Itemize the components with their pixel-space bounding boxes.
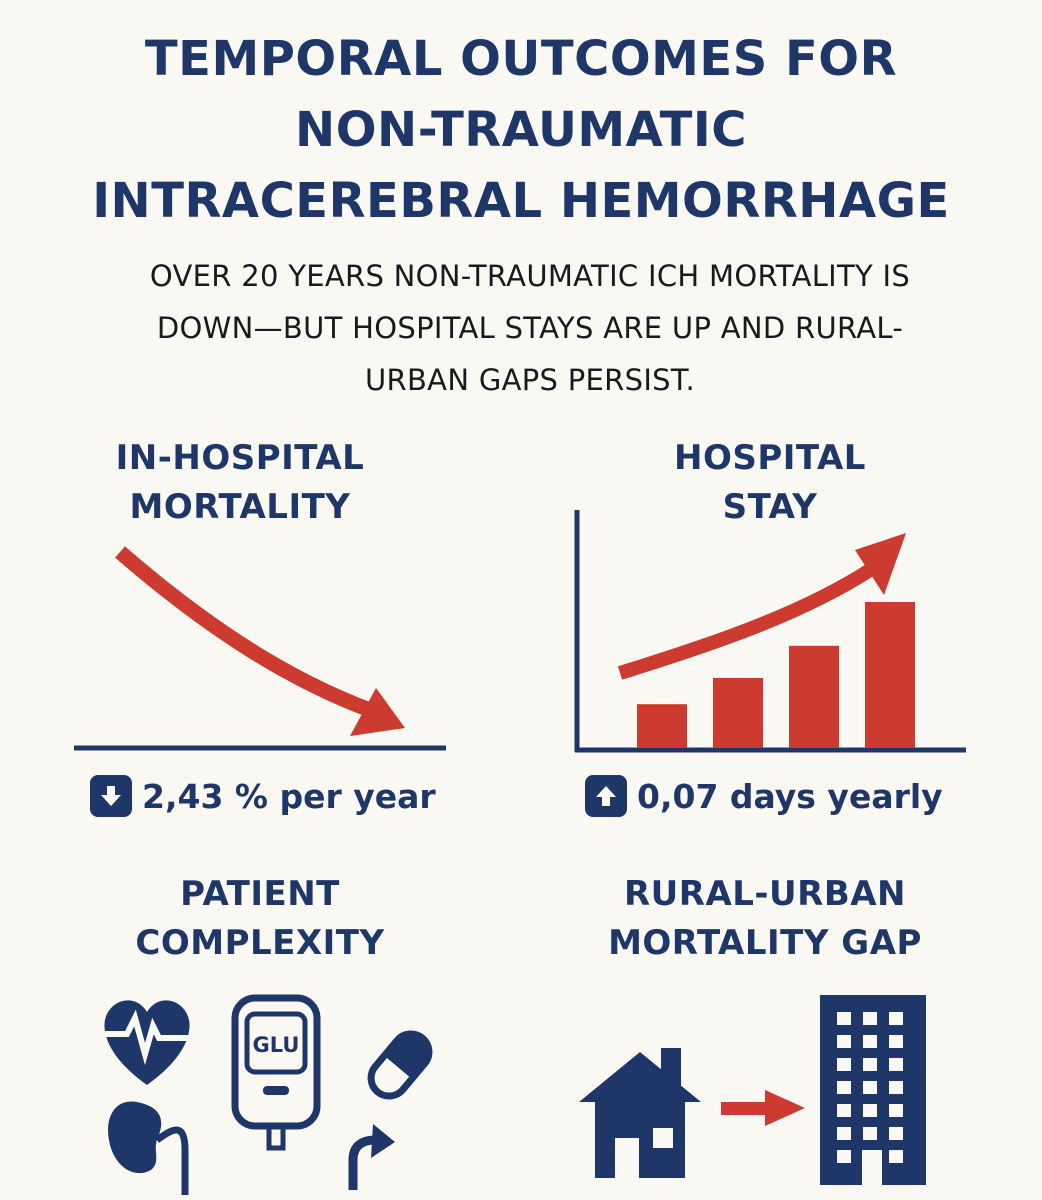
title-line-1: TEMPORAL OUTCOMES FOR: [144, 31, 898, 87]
complexity-title-line-1: PATIENT: [180, 874, 340, 914]
building-window: [863, 1104, 877, 1117]
subtitle-line-1: OVER 20 YEARS NON-TRAUMATIC ICH MORTALITY IS: [149, 259, 911, 293]
down-trend-arrow-icon: [120, 552, 370, 710]
stay-title-line-1: HOSPITAL: [674, 438, 866, 478]
building-window: [837, 1104, 851, 1117]
building-icon: [820, 995, 926, 1185]
arrow-down-icon: [90, 775, 132, 817]
building-window: [889, 1081, 903, 1094]
building-window: [889, 1104, 903, 1117]
building-window: [837, 1035, 851, 1048]
subtitle-line-2: DOWN—BUT HOSPITAL STAYS ARE UP AND RURAL-: [156, 311, 904, 345]
pill-icon: [364, 1027, 437, 1104]
subtitle: [50, 250, 1010, 406]
mortality-stat-text: 2,43 % per year: [142, 776, 436, 816]
mortality-title-line-2: MORTALITY: [129, 487, 351, 527]
building-window: [889, 1012, 903, 1025]
stay-bar: [789, 646, 839, 748]
building-window: [837, 1012, 851, 1025]
gap-title-line-1: RURAL-URBAN: [623, 874, 907, 914]
building-window: [863, 1058, 877, 1071]
house-icon: [579, 1048, 701, 1178]
building-door: [862, 1150, 882, 1185]
complexity-title-line-2: COMPLEXITY: [135, 923, 385, 963]
complexity-icons: [95, 990, 445, 1195]
glucose-meter-label: GLU: [252, 1033, 300, 1057]
up-arrow-icon: [353, 1124, 395, 1190]
stay-bar: [637, 704, 687, 748]
arrow-up-icon: [585, 775, 627, 817]
building-window: [889, 1035, 903, 1048]
stay-stat: [585, 775, 943, 817]
building-window: [889, 1058, 903, 1071]
building-window: [889, 1150, 903, 1163]
kidney-icon: [108, 1102, 185, 1195]
rural-urban-icons: [575, 990, 945, 1190]
page-title: [0, 24, 1042, 237]
building-window: [863, 1081, 877, 1094]
stay-bar-chart: [570, 505, 970, 757]
title-line-3: INTRACEREBRAL HEMORRHAGE: [92, 173, 950, 229]
building-window: [863, 1012, 877, 1025]
building-window: [837, 1150, 851, 1163]
heart-pulse-icon: [101, 1000, 193, 1085]
building-window: [837, 1058, 851, 1071]
building-window: [837, 1127, 851, 1140]
building-window: [837, 1081, 851, 1094]
stay-title-line-2: STAY: [722, 487, 818, 527]
mortality-stat: [90, 775, 436, 817]
up-trend-arrowhead: [855, 533, 906, 595]
complexity-title: [80, 870, 440, 968]
building-window: [889, 1127, 903, 1140]
building-window: [863, 1035, 877, 1048]
mortality-title: [60, 434, 420, 532]
mortality-title-line-1: IN-HOSPITAL: [115, 438, 365, 478]
mortality-trend-graphic: [70, 540, 450, 760]
stay-bar: [713, 678, 763, 748]
glucose-meter-icon: [235, 998, 317, 1148]
gap-title: [570, 870, 960, 968]
gap-title-line-2: MORTALITY GAP: [608, 923, 922, 963]
title-line-2: NON-TRAUMATIC: [295, 102, 747, 158]
building-window: [863, 1127, 877, 1140]
stay-stat-text: 0,07 days yearly: [637, 776, 943, 816]
subtitle-line-3: URBAN GAPS PERSIST.: [365, 363, 695, 397]
arrow-right-icon: [721, 1090, 805, 1126]
stay-bar: [865, 602, 915, 748]
